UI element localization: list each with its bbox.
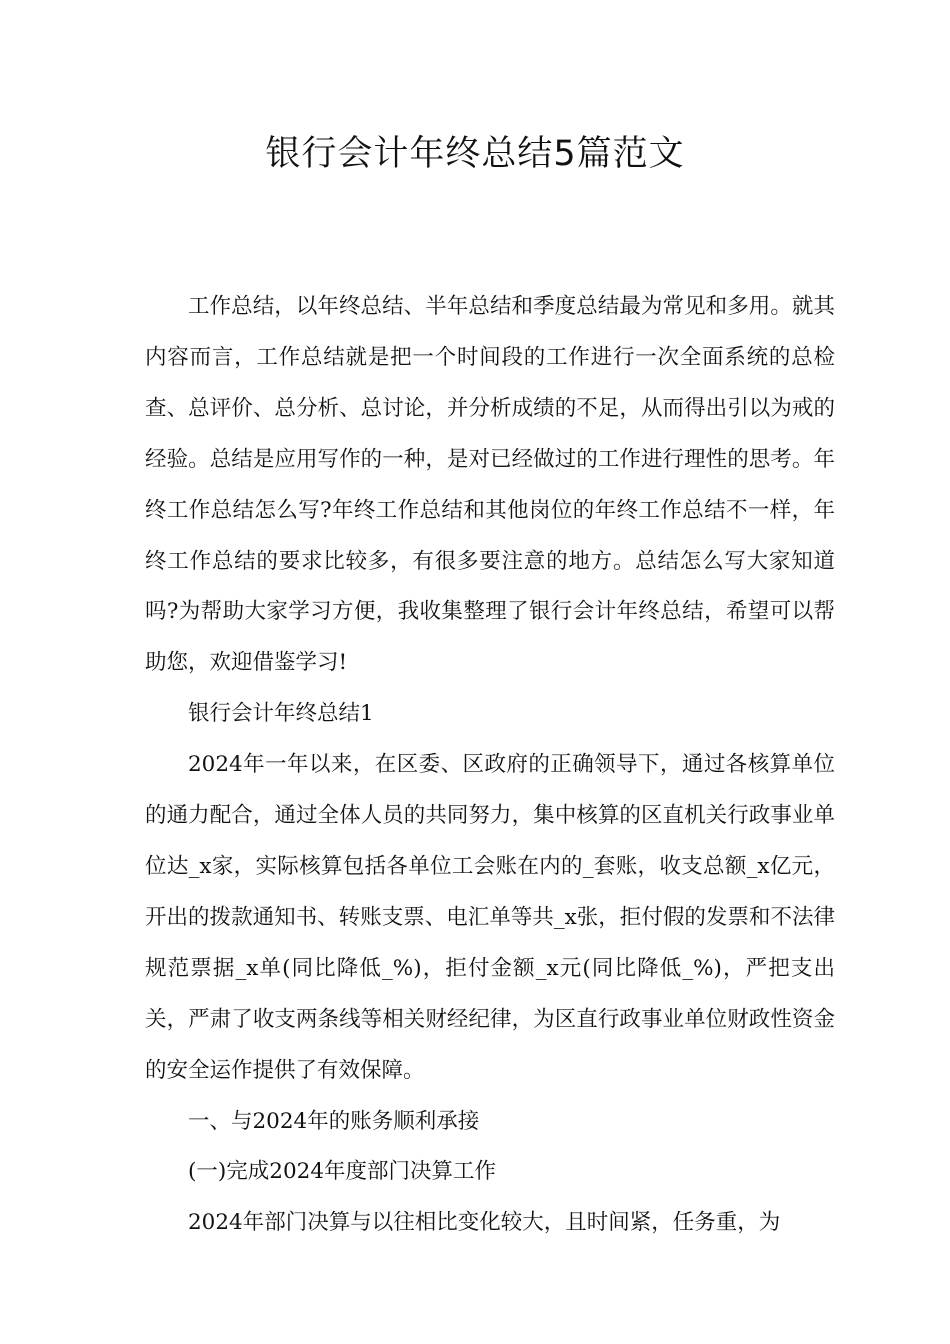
subheading-1-1: (一)完成2024年度部门决算工作 [188, 1159, 496, 1185]
document-title: 银行会计年终总结5篇范文 [265, 134, 685, 174]
body-paragraph-partial: 2024年部门决算与以往相比变化较大，且时间紧，任务重，为 [188, 1210, 781, 1236]
subheading-1: 一、与2024年的账务顺利承接 [188, 1108, 480, 1134]
document-body [145, 282, 835, 1249]
intro-paragraph: 工作总结，以年终总结、半年总结和季度总结最为常见和多用。就其内容而言，工作总结就是把一个时间段的工作进行一次全面系统的总检查、总评价、总分析、总讨论，并分析成绩的不足，从而得出引以为戒的经验。总结是应用写作的一种，是对已经做过的工作进行理性的思考。年终工作总结怎么写?年终工作总结和其他岗位的年终工作总结不一样，年终工作总结的要求比较多，有很多要注意的地方。总结怎么写大家知道吗?为帮助大家学习方便，我收集整理了银行会计年终总结，希望可以帮助您，欢迎借鉴学习! [145, 294, 835, 676]
section-heading-summary-1: 银行会计年终总结1 [188, 701, 374, 727]
summary-1-paragraph: 2024年一年以来，在区委、区政府的正确领导下，通过各核算单位的通力配合，通过全体人员的共同努力，集中核算的区直机关行政事业单位达_x家，实际核算包括各单位工会账在内的_套账，收支总额_x亿元，开出的拨款通知书、转账支票、电汇单等共_x张，拒付假的发票和不法律规范票据_x单(同比降低_%)，拒付金额_x元(同比降低_%)，严把支出关，严肃了收支两条线等相关财经纪律，为区直行政事业单位财政性资金的安全运作提供了有效保障。 [145, 752, 835, 1083]
